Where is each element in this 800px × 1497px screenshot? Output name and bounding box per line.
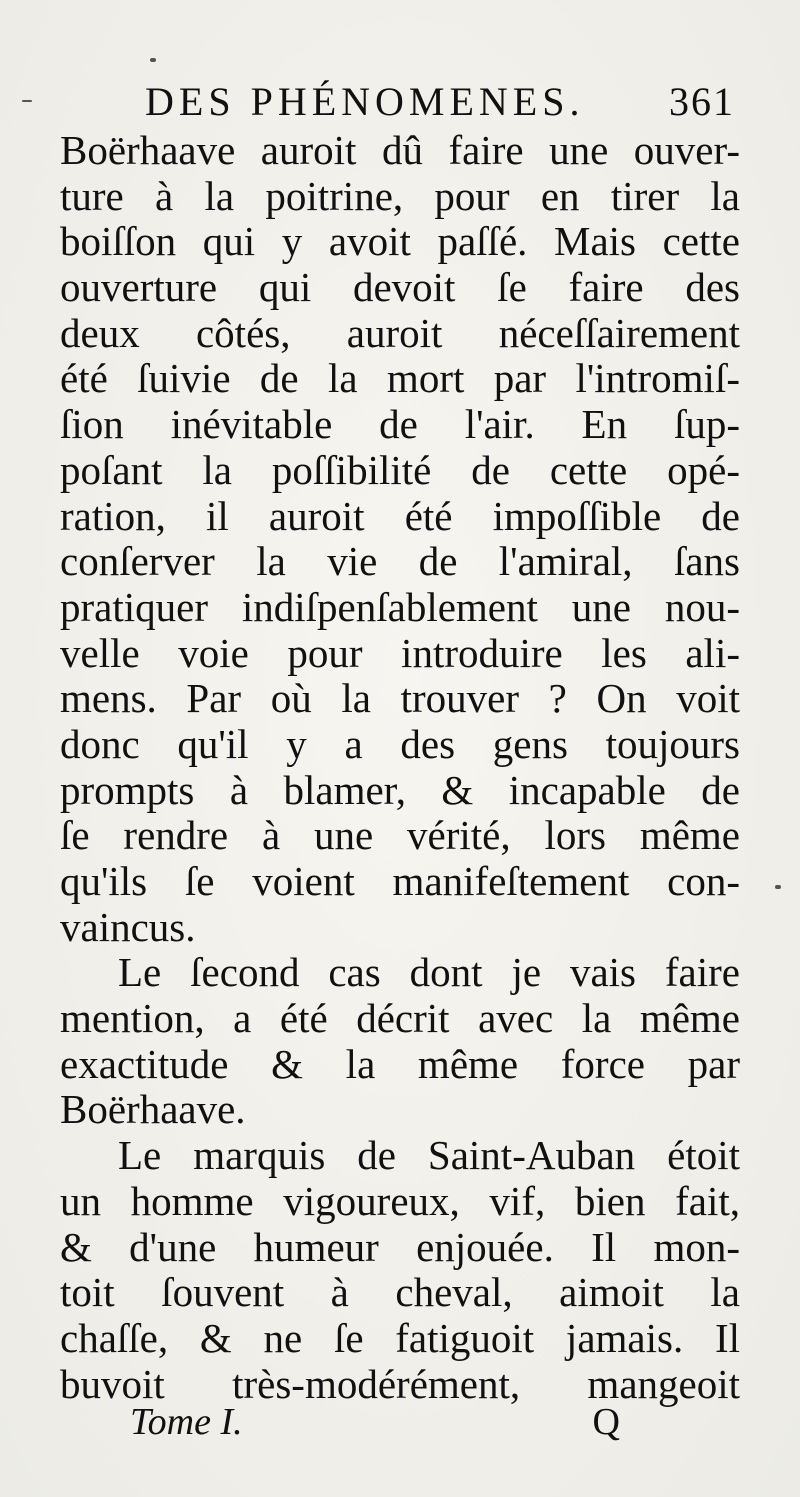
text-line: vaincus. [60, 903, 196, 950]
text-line: poſant la poſſibilité de cette opé- [60, 446, 740, 493]
text-line: mention, a été décrit avec la même [60, 995, 740, 1042]
text-line: mens. Par où la trouver ? On voit [60, 675, 740, 722]
text-line: ture à la poitrine, pour en tirer la [60, 172, 740, 219]
ink-speck [775, 885, 781, 889]
running-head [145, 78, 735, 128]
text-line: conſerver la vie de l'amiral, ſans [60, 538, 740, 585]
text-line: velle voie pour introduire les ali- [60, 629, 740, 676]
paragraph-start-line: Le marquis de Saint-Auban étoit [118, 1132, 740, 1179]
text-line: pratiquer indiſpenſablement une nou- [60, 583, 740, 630]
page-number: 361 [669, 79, 735, 124]
text-line: Boërhaave auroit dû faire une ouver- [60, 127, 740, 173]
text-line: exactitude & la même force par [60, 1040, 740, 1087]
text-line: Boërhaave. [60, 1086, 246, 1133]
text-line: boiſſon qui y avoit paſſé. Mais cette [60, 218, 740, 265]
ink-speck [22, 100, 32, 102]
body-text [60, 128, 740, 1407]
volume-label: Tome I. [130, 1401, 243, 1443]
text-line: toit ſouvent à cheval, aimoit la [60, 1269, 740, 1316]
text-line: ouverture qui devoit ſe faire des [60, 264, 740, 311]
paragraph-start-line: Le ſecond cas dont je vais faire [118, 949, 740, 996]
text-line: buvoit très-modérément, mangeoit [60, 1360, 740, 1407]
text-line: qu'ils ſe voient manifeſtement con- [60, 858, 740, 904]
text-line: donc qu'il y a des gens toujours [60, 720, 740, 767]
text-line: ſion inévitable de l'air. En ſup- [60, 401, 740, 448]
text-line: chaſſe, & ne ſe fatiguoit jamais. Il [60, 1314, 740, 1361]
text-line: ſe rendre à une vérité, lors même [60, 812, 740, 859]
running-head-title: DES PHÉNOMENES. [145, 79, 585, 124]
text-line: un homme vigoureux, vif, bien fait, [60, 1177, 740, 1224]
text-line: été ſuivie de la mort par l'intromiſ- [60, 355, 740, 402]
signature-mark: Q [592, 1401, 620, 1443]
text-line: & d'une humeur enjouée. Il mon- [60, 1223, 740, 1270]
text-line: ration, il auroit été impoſſible de [60, 492, 740, 539]
text-line: deux côtés, auroit néceſſairement [60, 309, 740, 356]
text-line: prompts à blamer, & incapable de [60, 766, 740, 813]
page-footer [130, 1400, 620, 1450]
ink-speck [150, 58, 156, 62]
